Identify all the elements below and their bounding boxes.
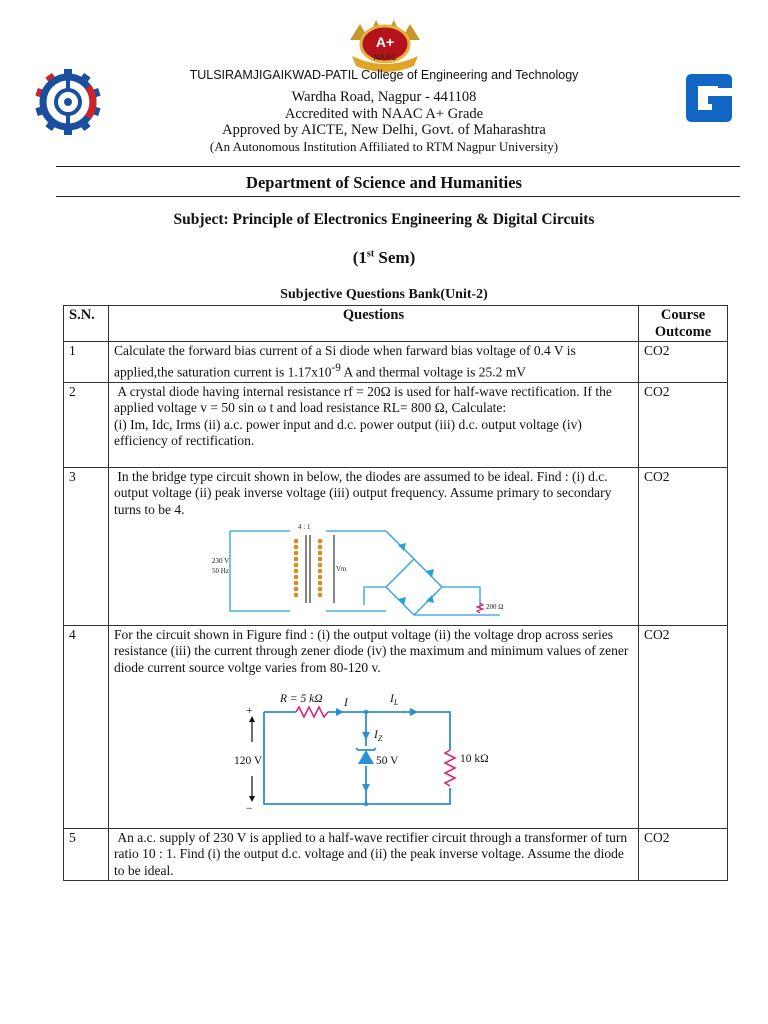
svg-text:120 V: 120 V bbox=[234, 755, 263, 767]
table-row bbox=[64, 828, 728, 881]
row-course-outcome: CO2 bbox=[639, 342, 728, 383]
row-sn: 1 bbox=[64, 342, 109, 383]
row-sn: 5 bbox=[64, 828, 109, 881]
naac-badge-grade: A+ bbox=[375, 34, 395, 50]
svg-text:R = 5 kΩ: R = 5 kΩ bbox=[280, 693, 323, 705]
accreditation-line: Accredited with NAAC A+ Grade bbox=[284, 106, 484, 122]
svg-text:−: − bbox=[246, 803, 253, 815]
naac-ribbon-text: NAAC bbox=[373, 53, 397, 62]
svg-text:4 : 1: 4 : 1 bbox=[298, 523, 311, 531]
header-course-outcome: Course Outcome bbox=[639, 306, 728, 342]
row-course-outcome: CO2 bbox=[639, 467, 728, 625]
table-header-row bbox=[64, 306, 728, 342]
svg-text:50 V: 50 V bbox=[376, 755, 399, 767]
approval-line: Approved by AICTE, New Delhi, Govt. of Maharashtra bbox=[222, 122, 546, 138]
table-row bbox=[64, 625, 728, 828]
header-divider-top bbox=[56, 166, 740, 167]
college-name: TULSIRAMJIGAIKWAD-PATIL College of Engineering and Technology bbox=[189, 68, 579, 82]
header-questions: Questions bbox=[109, 306, 639, 342]
svg-text:I: I bbox=[344, 697, 348, 709]
row-sn: 2 bbox=[64, 382, 109, 467]
department-title: Department of Science and Humanities bbox=[246, 173, 522, 192]
row-sn: 4 bbox=[64, 625, 109, 828]
svg-text:IZ: $I_Z$ bbox=[374, 729, 383, 743]
row-question: For the circuit shown in Figure find : (i) the output voltage (ii) the voltage drop across series resistance (iii) the current through zener diode (iv) the maximum and minimum values of zener diode current source voltge varies from 80-120 v. + − R = 5 kΩ I $I_L$ $I_Z$ 120 V 50 V 10 kΩ bbox=[109, 625, 639, 828]
row-question: Calculate the forward bias current of a Si diode when farward bias voltage of 0.4 V is applied,the saturation current is $1.17x10^{-9}$ A and thermal voltage is 25.2 mV bbox=[109, 342, 639, 383]
row-course-outcome: CO2 bbox=[639, 828, 728, 881]
question-bank-title: Subjective Questions Bank(Unit-2) bbox=[280, 287, 488, 302]
table-row bbox=[64, 382, 728, 467]
header-divider-bottom bbox=[56, 196, 740, 197]
questions-table bbox=[63, 305, 728, 881]
svg-text:10 kΩ: 10 kΩ bbox=[460, 753, 489, 765]
svg-text:+: + bbox=[246, 705, 253, 717]
row-course-outcome: CO2 bbox=[639, 382, 728, 467]
svg-text:200 Ω: 200 Ω bbox=[486, 603, 504, 611]
row-question: A crystal diode having internal resistance rf = 20Ω is used for half-wave rectification. If the applied voltage v = 50 sin ω t and load resistance RL= 800 Ω, Calculate: (i) Im, Idc, Irms (ii) a.c. power input and d.c. power output (iii) d.c. output voltage (iv) efficiency of rectification. bbox=[109, 382, 639, 467]
svg-text:IL: $I_L$ bbox=[390, 693, 399, 707]
row-question: In the bridge type circuit shown in below, the diodes are assumed to be ideal. Find : (i) d.c. output voltage (ii) peak inverse voltage (iii) output frequency. Assume primary to secondary turns to be 4. 4 : 1 230 V 50 Hz Vm 200 Ω bbox=[109, 467, 639, 625]
subject-title: Subject: Principle of Electronics Engineering & Digital Circuits bbox=[173, 211, 595, 228]
header-sn: S.N. bbox=[64, 306, 109, 342]
row-question: An a.c. supply of 230 V is applied to a half-wave rectifier circuit through a transformer of turn ratio 10 : 1. Find (i) the output d.c. voltage and (ii) the peak inverse voltage. Assume the diode to be ideal. bbox=[109, 828, 639, 881]
college-address: Wardha Road, Nagpur - 441108 bbox=[291, 89, 477, 105]
autonomy-line: (An Autonomous Institution Affiliated to RTM Nagpur University) bbox=[209, 139, 559, 154]
bridge-rectifier-figure bbox=[210, 521, 530, 617]
table-row bbox=[64, 342, 728, 383]
zener-regulator-figure bbox=[224, 684, 489, 816]
table-row bbox=[64, 467, 728, 625]
row-course-outcome: CO2 bbox=[639, 625, 728, 828]
semester-title: (1st Sem) bbox=[352, 248, 416, 267]
svg-text:Vm: Vm bbox=[336, 565, 347, 573]
svg-text:50 Hz: 50 Hz bbox=[212, 567, 229, 575]
row-sn: 3 bbox=[64, 467, 109, 625]
svg-text:230 V: 230 V bbox=[212, 557, 230, 565]
